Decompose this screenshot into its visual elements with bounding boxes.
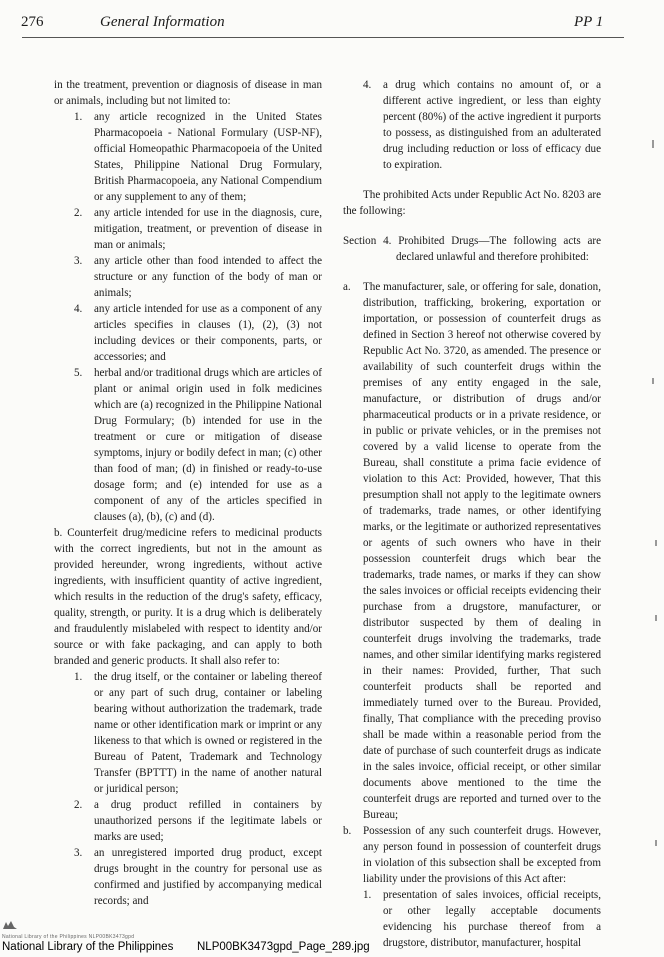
page-number: 276: [21, 14, 44, 30]
left-column: [54, 77, 322, 909]
prohibited-acts-intro: The prohibited Acts under Republic Act No. 8203 are the following:: [343, 189, 601, 217]
list-item: 5. herbal and/or traditional drugs which are articles of plant or animal origin used in folk medicines which are (a) recognized in the Philippine National Drug Formulary; (b) intended for use in the treatment or cure or mitigation of disease symptoms, injury or bodily defect in man; (c) other than food of man; (d) in finished or ready-to-use dosage form; and (e) intended for use as a component of any of the articles specified in clauses (a), (b), (c) and (d).: [74, 367, 322, 523]
intro-paragraph: in the treatment, prevention or diagnosis of disease in man or animals, including but not limited to:: [54, 79, 322, 107]
list-item: 1. presentation of sales invoices, official receipts, or other legally acceptable documents evidencing his purchase thereof from a drugstore, distributor, manufacturer, hospital: [363, 889, 601, 949]
scan-stamp: National Library of the Philippines NLP00BK3473gpd: [2, 934, 135, 940]
list-item: 3. an unregistered imported drug product, except drugs brought in the country for personal use as confirmed and justified by accompanying medical records; and: [74, 847, 322, 907]
counterfeit-definition-paragraph: b. Counterfeit drug/medicine refers to medicinal products with the correct ingredients, but not in the amount as provided hereunder, wrong ingredients, without active ingredients, with insufficient quantity of active ingredient, which results in the reduction of the drug's safety, efficacy, quality, strength, or purity. It is a drug which is deliberately and fraudulently mislabeled with respect to identity and/or source or with fake packaging, and can apply to both branded and generic products. It shall also refer to:: [54, 527, 322, 667]
list-item: 2. a drug product refilled in containers by unauthorized persons if the legitimate labels or marks are used;: [74, 799, 322, 843]
list-item: 4. any article intended for use as a component of any articles specifies in clauses (1), (2), (3) not including devices or their components, parts, or accessories; and: [74, 303, 322, 363]
scan-speck: [652, 140, 654, 148]
running-title: General Information: [100, 14, 225, 30]
scan-speck: [652, 378, 654, 384]
right-column: [343, 77, 601, 951]
list-item: 2. any article intended for use in the diagnosis, cure, mitigation, treatment, or prevention of disease in man or animals;: [74, 207, 322, 251]
library-logo-icon: [2, 920, 18, 930]
scan-speck: [655, 615, 657, 621]
scan-speck: [655, 540, 657, 546]
scan-speck: [655, 840, 657, 846]
list-item: 4. a drug which contains no amount of, or a different active ingredient, or less than eighty percent (80%) of the active ingredient it purports to possess, as distinguished from an adulterated drug including reduction or loss of efficacy due to expiration.: [363, 79, 601, 171]
clause-a: a. The manufacturer, sale, or offering for sale, donation, distribution, trafficking, brokering, exportation or importation, or possession of counterfeit drugs as defined in Section 3 hereof not otherwise covered by Republic Act No. 3720, as amended. The presence or availability of such counterfeit drugs within the premises of any entity engaged in the sale, manufacture, or distribution of drugs and/or pharmaceutical products or in a private residence, or in public or private vehicles, or in the premises not covered by a valid license to operate from the Bureau, shall constitute a prima facie evidence of violation to this Act: Provided, however, That this presumption shall not apply to the legitimate owners of trademarks, trade names, or other identifying marks, or the legitimate or authorized representatives or agents of such owners who have in their possession counterfeit drugs which bear the trademarks, trade names, or marks if they can show the sales invoices or official receipts evidencing their purchase from a drugstore, manufacturer, or distributor suspected by them of dealing in counterfeit drugs involving the trademarks, trade names, and other similar identifying marks registered in their names: Provided, further, That such counterfeit products shall be reported and immediately turned over to the Bureau. Provided, finally, That compliance with the preceding proviso shall be made within a reasonable period from the date of purchase of such counterfeit drugs as indicate in the sales invoice, official receipt, or other similar documents above mentioned to the time the counterfeit drugs are reported and turned over to the Bureau;: [343, 281, 601, 821]
header-rule: [22, 37, 624, 38]
footer-library: National Library of the Philippines: [2, 941, 174, 953]
list-item: 1. any article recognized in the United States Pharmacopoeia - National Formulary (USP-NF), official Homeopathic Pharmacopoeia of the United States, Philippine National Drug Formulary, British Pharmacopoeia, any National Compendium or any supplement to any of them;: [74, 111, 322, 203]
list-item: 3. any article other than food intended to affect the structure or any function of the body of man or animals;: [74, 255, 322, 299]
section-heading: Section 4. Prohibited Drugs—The following acts are declared unlawful and therefore prohibited:: [343, 235, 601, 263]
section-code: PP 1: [574, 14, 604, 30]
footer-filename: NLP00BK3473gpd_Page_289.jpg: [197, 941, 370, 953]
clause-b: b. Possession of any such counterfeit drugs. However, any person found in possession of counterfeit drugs in violation of this subsection shall be excepted from liability under the provisions of this Act after:: [343, 825, 601, 885]
list-item: 1. the drug itself, or the container or labeling thereof or any part of such drug, container or labeling bearing without authorization the trademark, trade name or other identification mark or imprint or any likeness to that which is owned or registered in the Bureau of Patent, Trademark and Technology Transfer (BPTTT) in the name of another natural or juridical person;: [74, 671, 322, 795]
